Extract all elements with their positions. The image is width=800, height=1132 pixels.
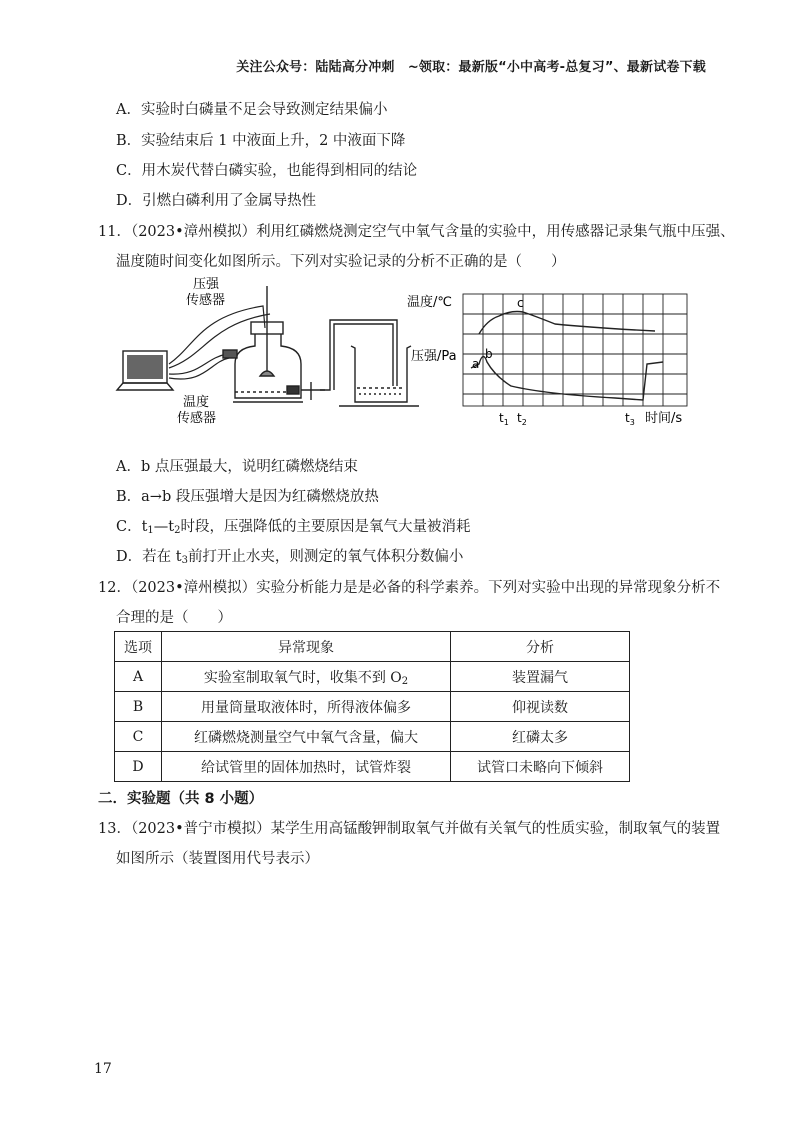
table-row	[115, 692, 630, 722]
temp-probe	[223, 350, 237, 358]
q11-option-c: C．$t_1—t_2$时段，压强降低的主要原因是氧气大量被消耗	[116, 519, 471, 536]
q12-stem-line1: 12．（2023•漳州模拟）实验分析能力是是必备的科学素养。下列对实验中出现的异常现象分析不	[98, 580, 721, 596]
row-option: D	[115, 752, 162, 782]
temperature-curve	[479, 312, 655, 335]
pressure-curve	[471, 356, 663, 400]
row-phenomenon: 给试管里的固体加热时，试管炸裂	[162, 752, 451, 782]
tick-t2: $t_2$	[517, 411, 527, 427]
q10-option-a: A．实验时白磷量不足会导致测定结果偏小	[116, 102, 388, 118]
point-c-label: c	[517, 296, 524, 310]
page-header: 关注公众号：陆陆高分冲刺 ~领取：最新版“小中高考-总复习”、最新试卷下载	[236, 60, 706, 75]
q12-table	[114, 631, 630, 782]
temp-sensor-label-1: 温度	[183, 395, 210, 410]
laptop-icon	[117, 351, 173, 390]
gas-bottle	[233, 286, 303, 402]
graph-grid	[463, 294, 687, 406]
time-axis-label: 时间/s	[645, 411, 683, 426]
pressure-axis-label: 压强/Pa	[411, 349, 457, 364]
table-row	[115, 722, 630, 752]
tick-t3: $t_3$	[625, 411, 635, 427]
section-heading: 二．实验题（共 8 小题）	[98, 791, 264, 807]
table-header-row	[115, 632, 630, 662]
row-analysis: 试管口未略向下倾斜	[451, 752, 630, 782]
q11-option-d: D．若在 $t_3$前打开止水夹，则测定的氧气体积分数偏小	[116, 549, 464, 566]
temp-sensor-label-2: 传感器	[177, 411, 217, 426]
row-option: A	[115, 662, 162, 692]
row-phenomenon: 用量筒量取液体时，所得液体偏多	[162, 692, 451, 722]
q12-stem-line2: 合理的是（ ）	[116, 610, 232, 626]
row-option: B	[115, 692, 162, 722]
header-phenomenon: 异常现象	[162, 632, 451, 662]
q10-option-c: C．用木炭代替白磷实验，也能得到相同的结论	[116, 163, 418, 179]
q11-stem-line2: 温度随时间变化如图所示。下列对实验记录的分析不正确的是（ ）	[116, 254, 566, 270]
q11-option-a: A．b 点压强最大，说明红磷燃烧结束	[116, 459, 358, 475]
header-analysis: 分析	[451, 632, 630, 662]
q10-option-b: B．实验结束后 1 中液面上升，2 中液面下降	[116, 133, 406, 149]
point-a-label: a	[472, 357, 480, 371]
row-analysis: 仰视读数	[451, 692, 630, 722]
row-analysis: 红磷太多	[451, 722, 630, 752]
q13-stem-line2: 如图所示（装置图用代号表示）	[116, 851, 319, 867]
point-b-label: b	[485, 347, 493, 361]
row-phenomenon: 实验室制取氧气时，收集不到 $O_2$	[162, 662, 451, 692]
pressure-sensor-label-2: 传感器	[186, 293, 226, 308]
connecting-tube	[287, 320, 397, 400]
temperature-axis-label: 温度/℃	[407, 295, 452, 310]
tick-t1: $t_1$	[499, 411, 509, 427]
q10-option-d: D．引燃白磷利用了金属导热性	[116, 193, 317, 209]
table-row	[115, 662, 630, 692]
q13-stem-line1: 13．（2023•普宁市模拟）某学生用高锰酸钾制取氧气并做有关氧气的性质实验，制取氧气的装置	[98, 821, 721, 837]
q11-figure	[115, 276, 695, 432]
table-row	[115, 752, 630, 782]
header-option: 选项	[115, 632, 162, 662]
row-analysis: 装置漏气	[451, 662, 630, 692]
pressure-sensor-label-1: 压强	[193, 277, 220, 292]
row-option: C	[115, 722, 162, 752]
q11-stem-line1: 11．（2023•漳州模拟）利用红磷燃烧测定空气中氧气含量的实验中，用传感器记录集气瓶中压强、	[98, 224, 735, 240]
q11-option-b: B．a→b 段压强增大是因为红磷燃烧放热	[116, 489, 379, 505]
beaker	[339, 346, 419, 406]
row-phenomenon: 红磷燃烧测量空气中氧气含量，偏大	[162, 722, 451, 752]
page-number: 17	[94, 1061, 112, 1077]
